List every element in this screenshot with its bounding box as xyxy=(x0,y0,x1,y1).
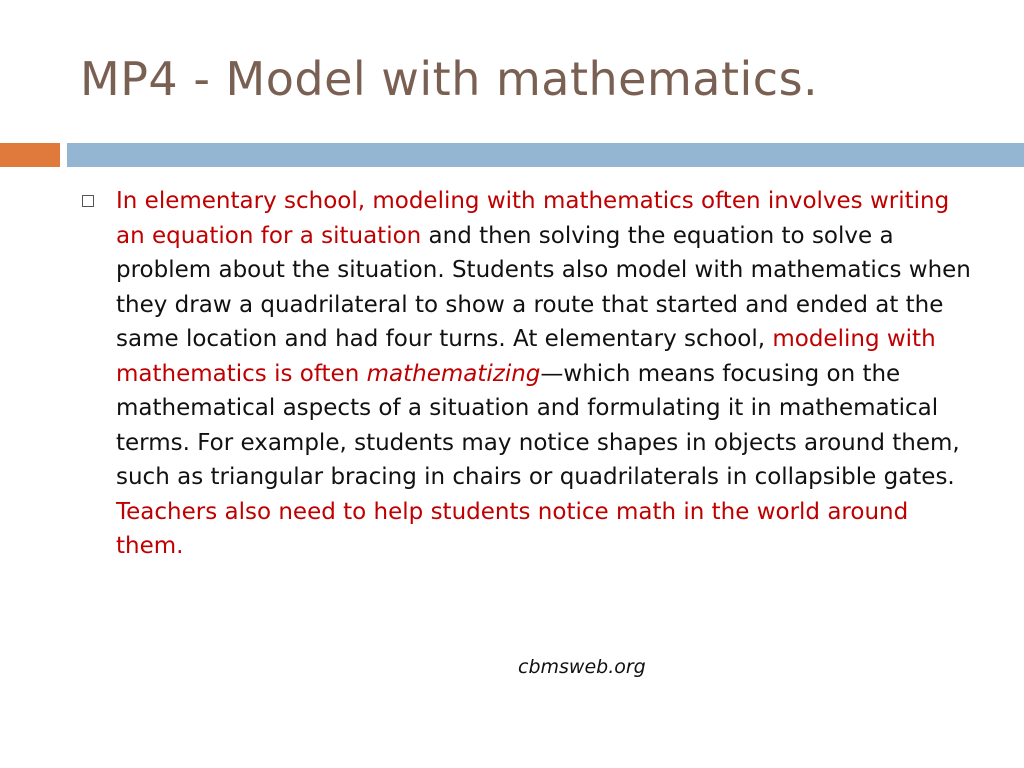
accent-bar-blue xyxy=(67,143,1024,167)
source-credit: cbmsweb.org xyxy=(518,656,646,678)
slide-title: MP4 - Model with mathematics. xyxy=(80,52,819,106)
highlight-text: In elementary school, modeling with mathematics often involves writing an equation for a situation xyxy=(116,188,950,249)
body-text: —which means focusing on the mathematical aspects of a situation and formulating it in mathematical terms. For example, students may notice shapes in objects around them, such as triangular bracing in chairs or quadrilaterals in collapsible gates. xyxy=(116,360,960,490)
bullet-square-icon xyxy=(82,195,94,207)
highlight-text: modeling with mathematics is often xyxy=(116,326,936,387)
highlight-italic-text: mathematizing xyxy=(366,360,541,387)
bullet-paragraph xyxy=(116,184,976,564)
body-text: and then solving the equation to solve a problem about the situation. Students also model with mathematics when they draw a quadrilateral to show a route that started and ended at the same location and had four turns. At elementary school, xyxy=(116,222,971,352)
accent-bar-orange xyxy=(0,143,60,167)
highlight-text: Teachers also need to help students notice math in the world around them. xyxy=(116,498,909,559)
